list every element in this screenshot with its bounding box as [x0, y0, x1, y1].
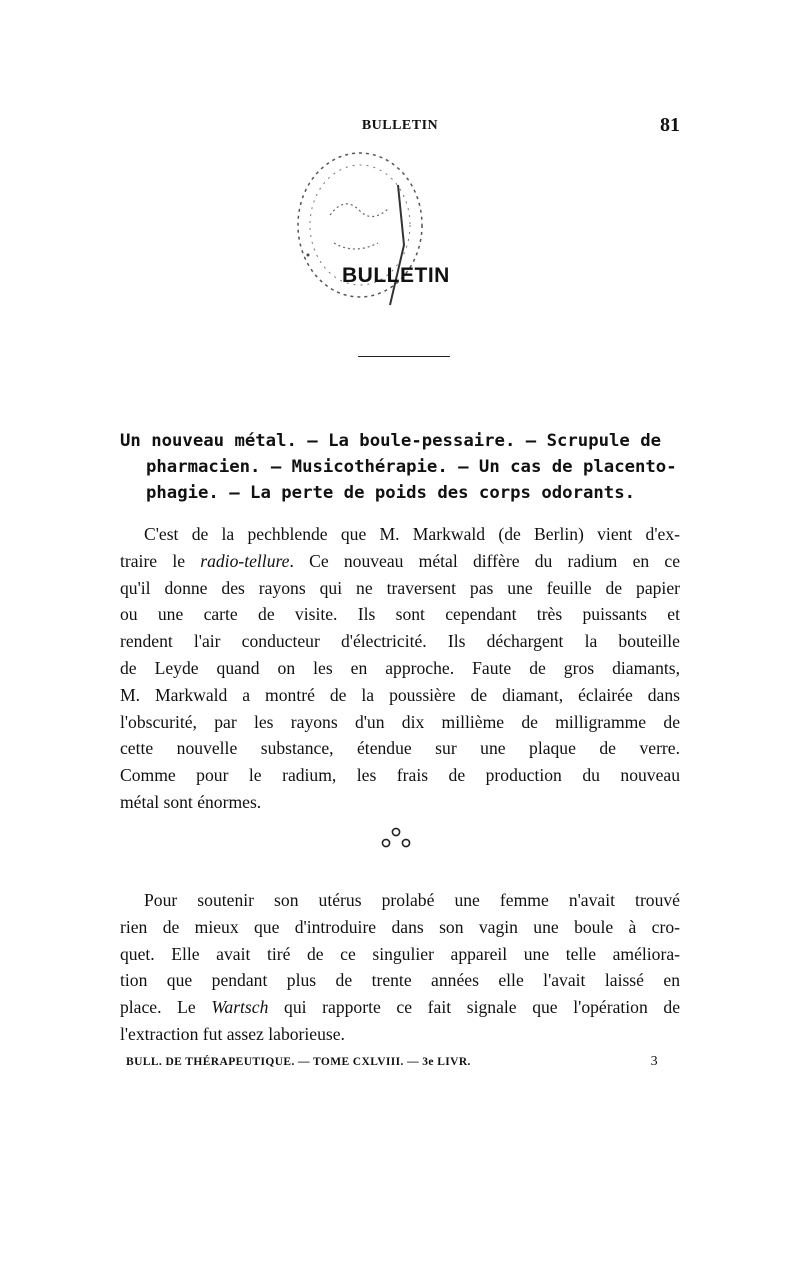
paragraph-line	[120, 548, 680, 575]
paragraph-line: Pour soutenir son utérus prolabé une femme n'avait trouvé	[144, 890, 680, 910]
paragraph-line: C'est de la pechblende que M. Markwald (de Berlin) vient d'ex-	[144, 524, 680, 544]
paragraph-line: tion que pendant plus de trente années elle l'avait laissé en	[120, 970, 680, 991]
paragraph-line: de Leyde quand on les en approche. Faute de gros diamants,	[120, 657, 680, 678]
paragraph-line: M. Markwald a montré de la poussière de diamant, éclairée dans	[120, 684, 680, 705]
text-run: place. Le	[120, 997, 212, 1018]
paragraph-radio-tellure	[120, 521, 680, 816]
paragraph-line: rien de mieux que d'introduire dans son vagin une boule à cro-	[120, 916, 680, 937]
text-run: traire le	[120, 550, 201, 571]
circular-stamp-icon	[270, 145, 470, 345]
paragraph-line: ou une carte de visite. Ils sont cependant très puissants et	[120, 604, 680, 625]
paragraph-line: quet. Elle avait tiré de ce singulier appareil une telle améliora-	[120, 943, 680, 964]
paragraph-line: Comme pour le radium, les frais de production du nouveau	[120, 765, 680, 786]
summary-line: pharmacien. — Musicothérapie. — Un cas de placento-	[146, 457, 677, 477]
three-circles-icon	[376, 822, 416, 862]
text-run: qui rapporte ce fait signale que l'opération de	[268, 997, 681, 1018]
text-run: . Ce nouveau métal diffère du radium en ce	[289, 550, 680, 571]
ornament-title: BULLETIN	[342, 264, 450, 287]
page-number: 81	[660, 114, 680, 136]
article-summary	[120, 428, 680, 506]
footer-signature-line: BULL. DE THÉRAPEUTIQUE. — TOME CXLVIII. — 3e LIVR.	[126, 1056, 471, 1068]
running-title: BULLETIN	[361, 118, 439, 133]
italic-term: radio-tellure	[200, 550, 290, 571]
paragraph-line: l'obscurité, par les rayons d'un dix millième de milligramme de	[120, 711, 680, 732]
paragraph-line: cette nouvelle substance, étendue sur une plaque de verre.	[120, 738, 680, 759]
running-head	[120, 114, 680, 142]
summary-line: Un nouveau métal. — La boule-pessaire. — Scrupule de	[120, 431, 662, 451]
paragraph-line: l'extraction fut assez laborieuse.	[120, 1023, 345, 1044]
footer-signature-number: 3	[650, 1054, 658, 1069]
paragraph-line: qu'il donne des rayons qui ne traversent pas une feuille de papier	[120, 577, 680, 598]
paragraph-boule-pessaire	[120, 887, 680, 1048]
page-footer	[126, 1056, 658, 1076]
summary-line: phagie. — La perte de poids des corps odorants.	[146, 483, 635, 503]
paragraph-line: rendent l'air conducteur d'électricité. Ils déchargent la bouteille	[120, 631, 680, 652]
paragraph-line: métal sont énormes.	[120, 791, 262, 812]
title-rule	[358, 356, 450, 357]
paragraph-line	[120, 994, 680, 1021]
italic-source: Wartsch	[211, 997, 269, 1018]
